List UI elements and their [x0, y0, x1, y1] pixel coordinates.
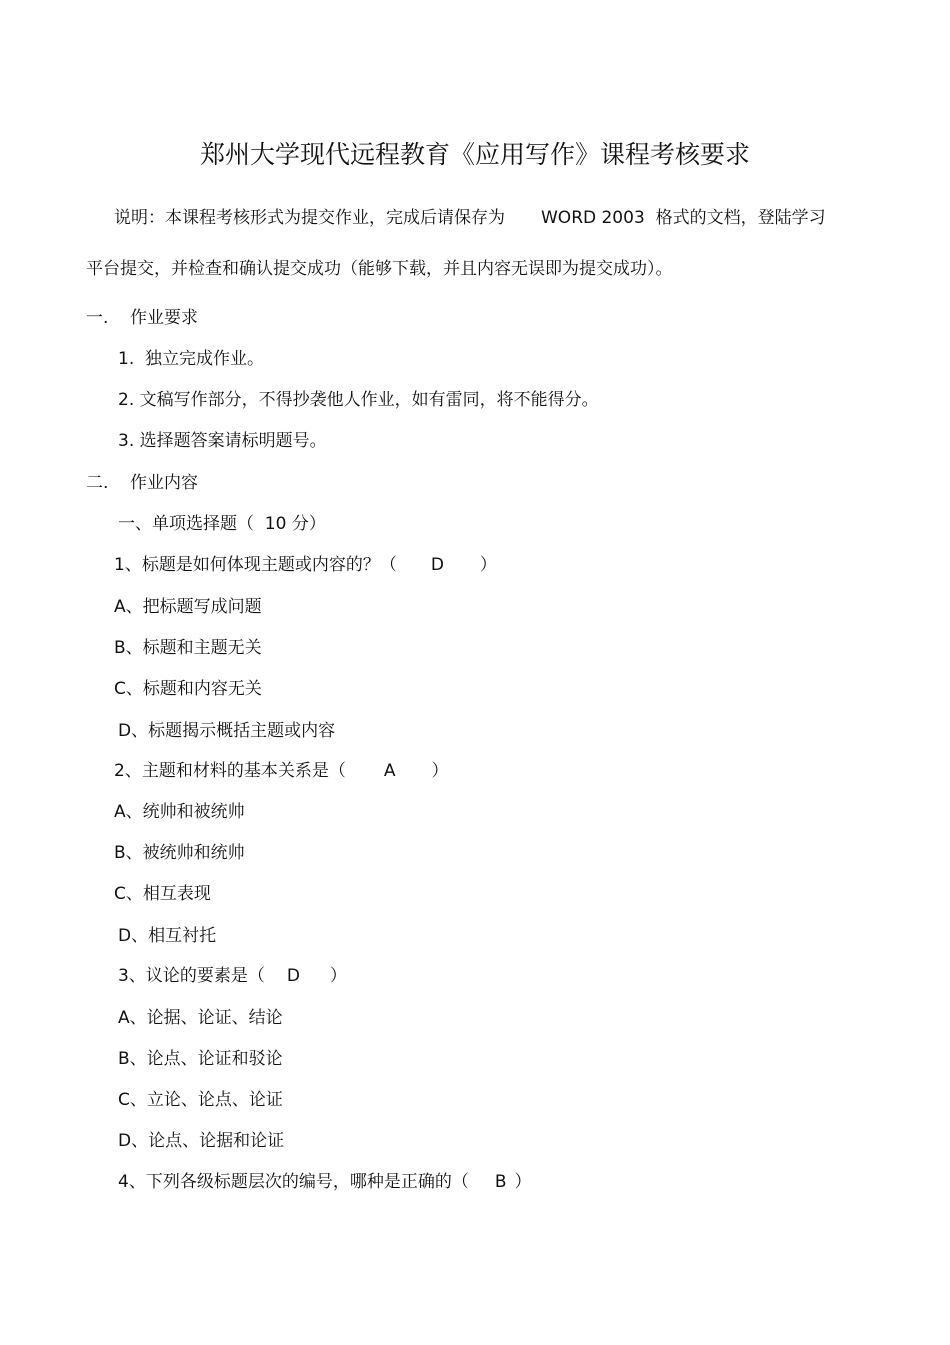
intro-line-1	[114, 207, 826, 229]
question-1-stem	[114, 554, 497, 576]
section-2-heading	[86, 472, 198, 494]
option-item: D、论点、论据和论证	[118, 1131, 285, 1151]
section-2-title: 作业内容	[130, 473, 198, 493]
intro-line-2: 平台提交，并检查和确认提交成功（能够下载，并且内容无误即为提交成功）。	[86, 259, 673, 279]
section-1-heading	[86, 307, 198, 329]
option-item: A、统帅和被统帅	[114, 802, 245, 822]
option-item: C、标题和内容无关	[114, 679, 262, 699]
section-1-number: 一.	[86, 308, 109, 328]
question-answer: D	[286, 966, 300, 986]
question-close-paren: ）	[431, 761, 449, 781]
section-2-number: 二.	[86, 473, 109, 493]
question-answer: A	[383, 761, 396, 781]
question-close-paren: ）	[479, 555, 497, 575]
option-item: D、标题揭示概括主题或内容	[118, 721, 336, 741]
option-item: B、标题和主题无关	[114, 638, 262, 658]
requirement-item: 2. 文稿写作部分，不得抄袭他人作业，如有雷同，将不能得分。	[118, 390, 599, 410]
section-1-title: 作业要求	[130, 308, 198, 328]
requirement-item: 1. 独立完成作业。	[118, 349, 265, 369]
question-text: 4、下列各级标题层次的编号，哪种是正确的（	[118, 1172, 469, 1192]
question-2-stem	[114, 760, 448, 782]
question-answer: D	[430, 555, 444, 575]
option-item: B、被统帅和统帅	[114, 843, 245, 863]
option-item: A、论据、论证、结论	[118, 1008, 283, 1028]
part-title: 一、单项选择题（ 10 分）	[118, 514, 326, 534]
question-answer: B	[494, 1172, 507, 1192]
intro-text-a: 说明：本课程考核形式为提交作业，完成后请保存为	[114, 208, 505, 228]
question-close-paren: ）	[514, 1172, 532, 1192]
option-item: C、立论、论点、论证	[118, 1090, 283, 1110]
intro-text-b: WORD 2003 格式的文档，登陆学习	[541, 208, 826, 228]
option-item: D、相互衬托	[118, 926, 217, 946]
document-title: 郑州大学现代远程教育《应用写作》课程考核要求	[199, 140, 750, 169]
option-item: A、把标题写成问题	[114, 597, 262, 617]
question-close-paren: ）	[329, 966, 347, 986]
requirement-item: 3. 选择题答案请标明题号。	[118, 431, 327, 451]
option-item: C、相互表现	[114, 884, 211, 904]
option-item: B、论点、论证和驳论	[118, 1049, 283, 1069]
question-text: 1、标题是如何体现主题或内容的？（	[114, 555, 397, 575]
question-text: 3、议论的要素是（	[118, 966, 265, 986]
question-4-stem	[118, 1171, 532, 1193]
question-3-stem	[118, 965, 347, 987]
question-text: 2、主题和材料的基本关系是（	[114, 761, 346, 781]
